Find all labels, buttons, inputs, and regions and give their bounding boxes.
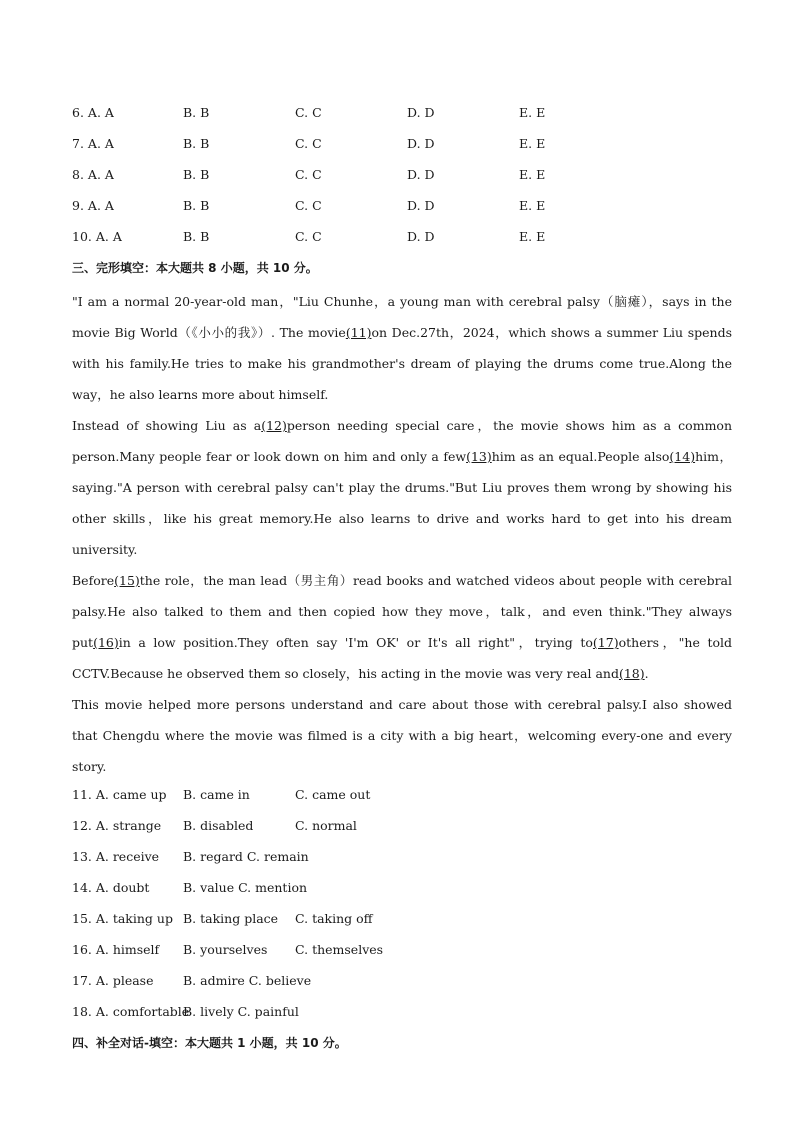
passage-paragraph-3: Before(15)the role，the man lead（男主角）read books and watched videos about people with cerebral palsy.He also talked to them and then copied how they move，talk，and even think."They always put(16)in a low position.They often say 'I'm OK' or It's all right"，trying to(17)others，"he told CCTV.Because he observed them so closely，his acting in the movie was very real and(18). bbox=[72, 573, 733, 681]
section-4-title: 四、补全对话-填空：本大题共 1 小题，共 10 分。 bbox=[72, 1036, 347, 1050]
blank-15: (15) bbox=[114, 573, 140, 588]
section-3-title: 三、完形填空：本大题共 8 小题，共 10 分。 bbox=[72, 261, 318, 275]
passage-paragraph-2: Instead of showing Liu as a(12)person needing special care，the movie shows him as a common person.Many people fear or look down on him and only a few(13)him as an equal.People also(14)him，saying."A person with cerebral palsy can't play the drums."But Liu proves them wrong by showing his other skills，like his great memory.He also learns to drive and works hard to get into his dream university. bbox=[72, 418, 732, 557]
choice-row bbox=[72, 100, 732, 131]
option-e: E. E bbox=[519, 136, 546, 151]
option-c: C. taking off bbox=[295, 911, 373, 926]
option-c: C. themselves bbox=[295, 942, 384, 957]
option-a: A. A bbox=[95, 229, 122, 244]
option-b: B. B bbox=[183, 198, 210, 213]
question-list bbox=[72, 782, 732, 1030]
option-a: A. A bbox=[87, 167, 114, 182]
option-a: A. A bbox=[87, 198, 114, 213]
option-a: 14. A. doubt bbox=[72, 880, 150, 895]
option-c: C. C bbox=[295, 198, 322, 213]
option-b: B. B bbox=[183, 229, 210, 244]
question-number: 8. bbox=[72, 167, 84, 182]
option-a: 16. A. himself bbox=[72, 942, 160, 957]
option-e: E. E bbox=[519, 229, 546, 244]
option-c: C. C bbox=[295, 105, 322, 120]
question-number: 10. bbox=[72, 229, 92, 244]
question-number: 7. bbox=[72, 136, 84, 151]
question-row bbox=[72, 782, 732, 813]
option-e: E. E bbox=[519, 198, 546, 213]
blank-12: (12) bbox=[261, 418, 287, 433]
option-b: B. regard C. remain bbox=[183, 849, 309, 864]
option-b: B. taking place bbox=[183, 911, 279, 926]
question-row bbox=[72, 999, 732, 1030]
option-b: B. value C. mention bbox=[183, 880, 308, 895]
question-row bbox=[72, 875, 732, 906]
option-b: B. came in bbox=[183, 787, 250, 802]
question-row bbox=[72, 937, 732, 968]
option-d: D. D bbox=[407, 229, 435, 244]
choice-row bbox=[72, 131, 732, 162]
option-b: B. disabled bbox=[183, 818, 254, 833]
option-a: 12. A. strange bbox=[72, 818, 162, 833]
question-number: 6. bbox=[72, 105, 84, 120]
blank-14: (14) bbox=[669, 449, 696, 464]
exam-page bbox=[72, 100, 732, 1061]
question-row bbox=[72, 813, 732, 844]
option-e: E. E bbox=[519, 167, 546, 182]
option-a: 15. A. taking up bbox=[72, 911, 173, 926]
option-a: A. A bbox=[87, 105, 114, 120]
blank-18: (18) bbox=[618, 666, 645, 681]
question-row bbox=[72, 844, 732, 875]
option-d: D. D bbox=[407, 198, 435, 213]
option-b: B. admire C. believe bbox=[183, 973, 312, 988]
option-b: B. B bbox=[183, 167, 210, 182]
blank-13: (13) bbox=[466, 449, 492, 464]
option-a: 13. A. receive bbox=[72, 849, 160, 864]
option-c: C. normal bbox=[295, 818, 357, 833]
choice-list bbox=[72, 100, 732, 255]
option-b: B. B bbox=[183, 136, 210, 151]
option-c: C. C bbox=[295, 136, 322, 151]
option-d: D. D bbox=[407, 105, 435, 120]
choice-row bbox=[72, 224, 732, 255]
option-c: C. C bbox=[295, 229, 322, 244]
option-a: 11. A. came up bbox=[72, 787, 167, 802]
passage-paragraph-4: This movie helped more persons understand and care about those with cerebral palsy.I also showed that Chengdu where the movie was filmed is a city with a big heart，welcoming every-one and every story. bbox=[72, 697, 732, 774]
option-b: B. lively C. painful bbox=[183, 1004, 299, 1019]
option-b: B. yourselves bbox=[183, 942, 268, 957]
option-d: D. D bbox=[407, 136, 435, 151]
choice-row bbox=[72, 162, 732, 193]
blank-16: (16) bbox=[93, 635, 119, 650]
option-a: 17. A. please bbox=[72, 973, 154, 988]
question-row bbox=[72, 968, 732, 999]
option-c: C. came out bbox=[295, 787, 371, 802]
option-d: D. D bbox=[407, 167, 435, 182]
question-row bbox=[72, 906, 732, 937]
option-a: A. A bbox=[87, 136, 114, 151]
option-a: 18. A. comfortable bbox=[72, 1004, 190, 1019]
option-c: C. C bbox=[295, 167, 322, 182]
blank-17: (17) bbox=[592, 635, 619, 650]
choice-row bbox=[72, 193, 732, 224]
passage-paragraph-1: "I am a normal 20-year-old man，"Liu Chunhe，a young man with cerebral palsy（脑瘫），says in the movie Big World（《小小的我》）. The movie(11)on Dec.27th，2024，which shows a summer Liu spends with his family.He tries to make his grandmother's dream of playing the drums come true.Along the way，he also learns more about himself. bbox=[72, 294, 732, 402]
question-number: 9. bbox=[72, 198, 84, 213]
blank-11: (11) bbox=[345, 325, 372, 340]
option-e: E. E bbox=[519, 105, 546, 120]
option-b: B. B bbox=[183, 105, 210, 120]
